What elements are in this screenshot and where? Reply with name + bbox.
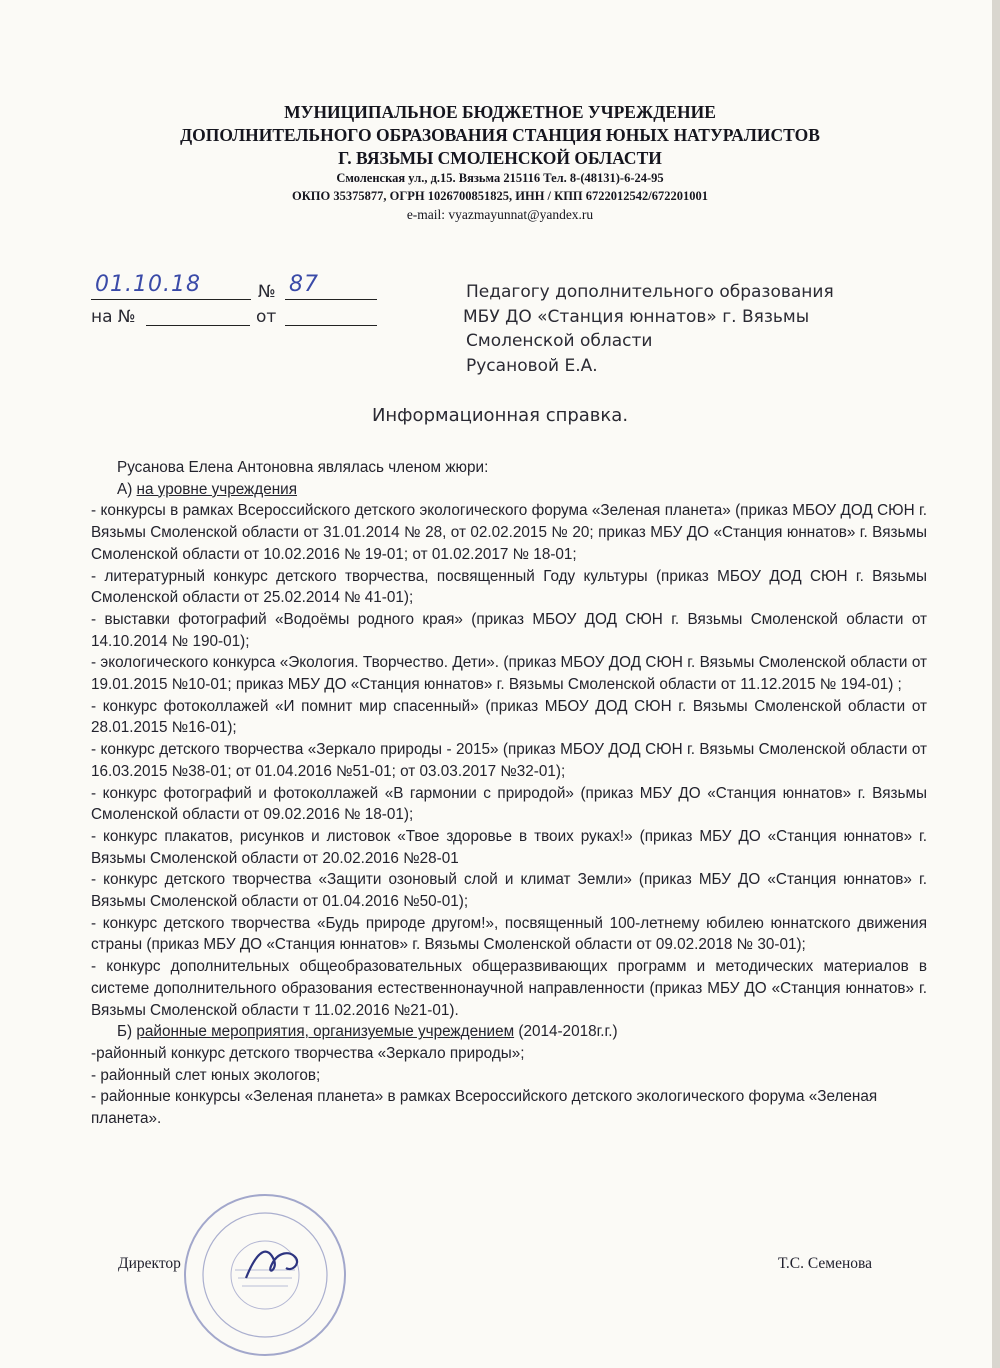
addressee-line-4: Русановой Е.А. <box>466 356 598 376</box>
list-item: -районный конкурс детского творчества «Зеркало природы»; <box>91 1044 525 1062</box>
handwritten-date: 01.10.18 <box>95 272 201 297</box>
letterhead-codes: ОКПО 35375877, ОГРН 1026700851825, ИНН / КПП 6722012542/672201001 <box>291 189 708 203</box>
list-item: - экологического конкурса «Экология. Творчество. Дети». (приказ МБОУ ДОД СЮН г. Вязьмы Смоленской области от 19.01.2015 №10-01; приказ МБУ ДО «Станция юннатов» г. Вязьмы Смоленской области от 11.12.2015 № 194-01) ; <box>91 654 927 694</box>
addressee-line-1: Педагогу дополнительного образования <box>466 282 834 302</box>
addressee-line-2: МБУ ДО «Станция юннатов» г. Вязьмы <box>463 307 810 327</box>
signatory-name: Т.С. Семенова <box>778 1255 873 1272</box>
list-item: - районный слет юных экологов; <box>91 1066 321 1084</box>
number-sign: № <box>258 282 276 302</box>
letterhead-email: e-mail: vyazmayunnat@yandex.ru <box>406 207 594 222</box>
list-item: - конкурс плакатов, рисунков и листовок «Твое здоровье в твоих руках!» (приказ МБУ ДО «Станция юннатов» г. Вязьмы Смоленской области от 20.02.2016 №28-01 <box>91 827 927 867</box>
signature-mark <box>238 1238 308 1288</box>
list-item: - конкурс детского творчества «Будь природе другом!», посвященный 100-летнему юбилею юннатского движения страны (приказ МБУ ДО «Станция юннатов» г. Вязьмы Смоленской области от 09.02.2018 № 30-01); <box>91 914 927 954</box>
reply-date-field <box>285 306 377 326</box>
addressee-line-3: Смоленской области <box>466 331 653 351</box>
reply-number-label: на № <box>91 307 136 327</box>
reply-number-field <box>146 306 250 326</box>
reply-from-label: от <box>256 307 277 327</box>
signatory-position: Директор <box>118 1255 181 1272</box>
list-item: - конкурс фотографий и фотоколлажей «В гармонии с природой» (приказ МБУ ДО «Станция юннатов» г. Вязьмы Смоленской области от 09.02.2016 № 18-01); <box>91 784 927 824</box>
list-item: - конкурс детского творчества «Защити озоновый слой и климат Земли» (приказ МБУ ДО «Станция юннатов» г. Вязьмы Смоленской области от 01.04.2016 №50-01); <box>91 871 927 911</box>
date-field <box>91 272 251 300</box>
section-b-title: районные мероприятия, организуемые учреждением <box>136 1023 515 1041</box>
handwritten-number: 87 <box>289 272 319 297</box>
scan-edge-right <box>992 0 1000 1368</box>
document-body <box>91 457 927 1130</box>
list-item: - выставки фотографий «Водоёмы родного края» (приказ МБОУ ДОД СЮН г. Вязьмы Смоленской области от 14.10.2014 № 190-01); <box>91 610 927 650</box>
section-b-suffix: (2014-2018г.г.) <box>514 1023 618 1041</box>
letterhead-address: Смоленская ул., д.15. Вязьма 215116 Тел. 8-(48131)-6-24-95 <box>336 171 664 185</box>
letterhead-line-1: МУНИЦИПАЛЬНОЕ БЮДЖЕТНОЕ УЧРЕЖДЕНИЕ <box>284 102 716 122</box>
list-item: - литературный конкурс детского творчества, посвященный Году культуры (приказ МБОУ ДОД СЮН г. Вязьмы Смоленской области от 25.02.2014 № 41-01); <box>91 567 927 607</box>
list-item: - конкурс фотоколлажей «И помнит мир спасенный» (приказ МБОУ ДОД СЮН г. Вязьмы Смоленской области от 28.01.2015 №16-01); <box>91 697 927 737</box>
section-b-heading <box>91 1021 927 1043</box>
number-field <box>285 272 377 300</box>
section-a-heading <box>91 479 927 501</box>
intro-paragraph: Русанова Елена Антоновна являлась членом жюри: <box>117 459 489 476</box>
section-b-prefix: Б) <box>117 1023 137 1041</box>
letterhead-line-2: ДОПОЛНИТЕЛЬНОГО ОБРАЗОВАНИЯ СТАНЦИЯ ЮНЫХ НАТУРАЛИСТОВ <box>180 125 820 145</box>
list-item: - конкурс дополнительных общеобразовательных общеразвивающих программ и методических материалов в системе дополнительного образования естественнонаучной направленности (приказ МБУ ДО «Станция юннатов» г. Вязьмы Смоленской области т 11.02.2016 №21-01). <box>91 958 927 1019</box>
letterhead-line-3: Г. ВЯЗЬМЫ СМОЛЕНСКОЙ ОБЛАСТИ <box>338 148 662 168</box>
section-a-prefix: А) <box>117 480 137 498</box>
list-item: - конкурсы в рамках Всероссийского детского экологического форума «Зеленая планета» (приказ МБОУ ДОД СЮН г. Вязьмы Смоленской области от 31.01.2014 № 28, от 02.02.2015 № 20; приказ МБУ ДО «Станция юннатов» г. Вязьмы Смоленской области от 10.02.2016 № 19-01; от 01.02.2017 № 18-01; <box>91 502 927 563</box>
list-item: - конкурс детского творчества «Зеркало природы - 2015» (приказ МБОУ ДОД СЮН г. Вязьмы Смоленской области от 16.03.2015 №38-01; от 01.04.2016 №51-01; от 03.03.2017 №32-01); <box>91 741 927 780</box>
document-title: Информационная справка. <box>371 405 629 426</box>
list-item: - районные конкурсы «Зеленая планета» в рамках Всероссийского детского экологического форума «Зеленая планета». <box>91 1088 878 1128</box>
section-a-title: на уровне учреждения <box>136 480 297 498</box>
